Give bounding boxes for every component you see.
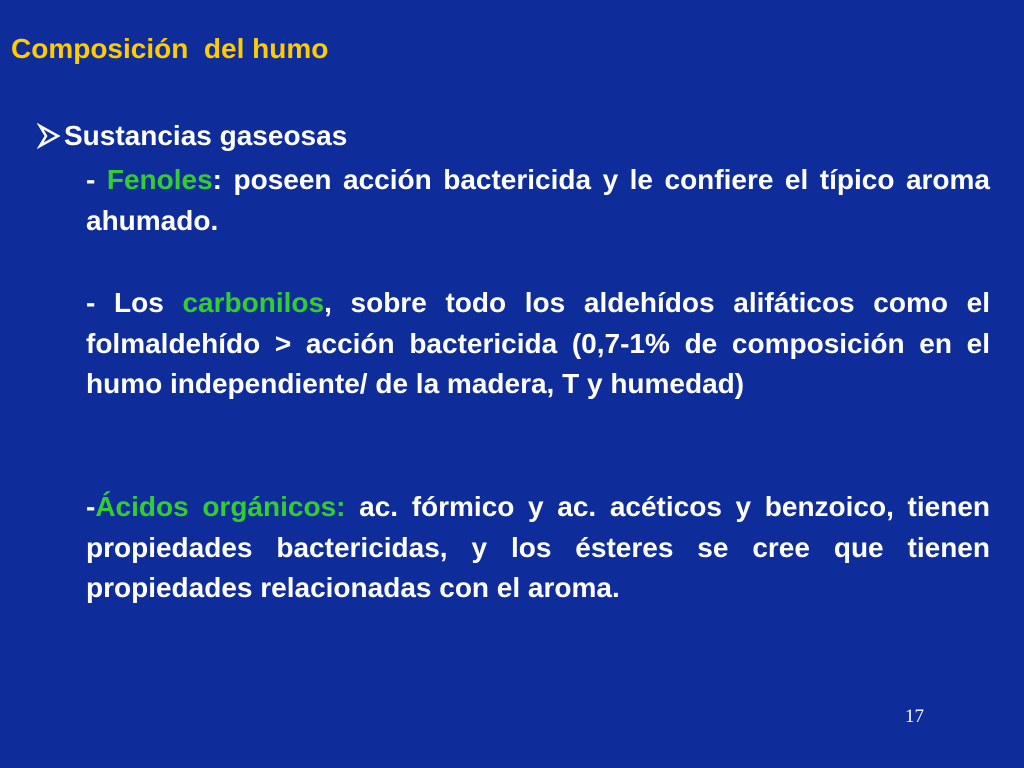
section-heading-label: Sustancias gaseosas bbox=[64, 120, 348, 151]
item-carbonilos bbox=[86, 283, 990, 405]
section-heading bbox=[36, 120, 347, 152]
slide-title: Composición del humo bbox=[11, 33, 329, 64]
item-term: Ácidos orgánicos: bbox=[95, 491, 346, 522]
arrowhead-bullet-icon bbox=[36, 123, 62, 149]
item-fenoles bbox=[86, 160, 990, 241]
page-number: 17 bbox=[905, 706, 924, 727]
item-term: Fenoles bbox=[106, 164, 213, 195]
item-pre: Los bbox=[114, 287, 183, 318]
item-text: : poseen acción bactericida y le confiere el típico aroma ahumado. bbox=[86, 164, 990, 236]
item-dash: - bbox=[86, 287, 114, 318]
item-dash: - bbox=[86, 491, 96, 522]
item-dash: - bbox=[86, 164, 107, 195]
item-acidos-organicos bbox=[86, 487, 990, 609]
item-term: carbonilos bbox=[182, 287, 325, 318]
item-text: , sobre todo los aldehídos alifáticos como el folmaldehído > acción bactericida (0,7-1% de composición en el humo independiente/ de la madera, T y humedad) bbox=[86, 287, 991, 399]
item-text: ac. fórmico y ac. acéticos y benzoico, tienen propiedades bactericidas, y los ésteres se cree que tienen propiedades relacionadas con el aroma. bbox=[86, 491, 990, 603]
